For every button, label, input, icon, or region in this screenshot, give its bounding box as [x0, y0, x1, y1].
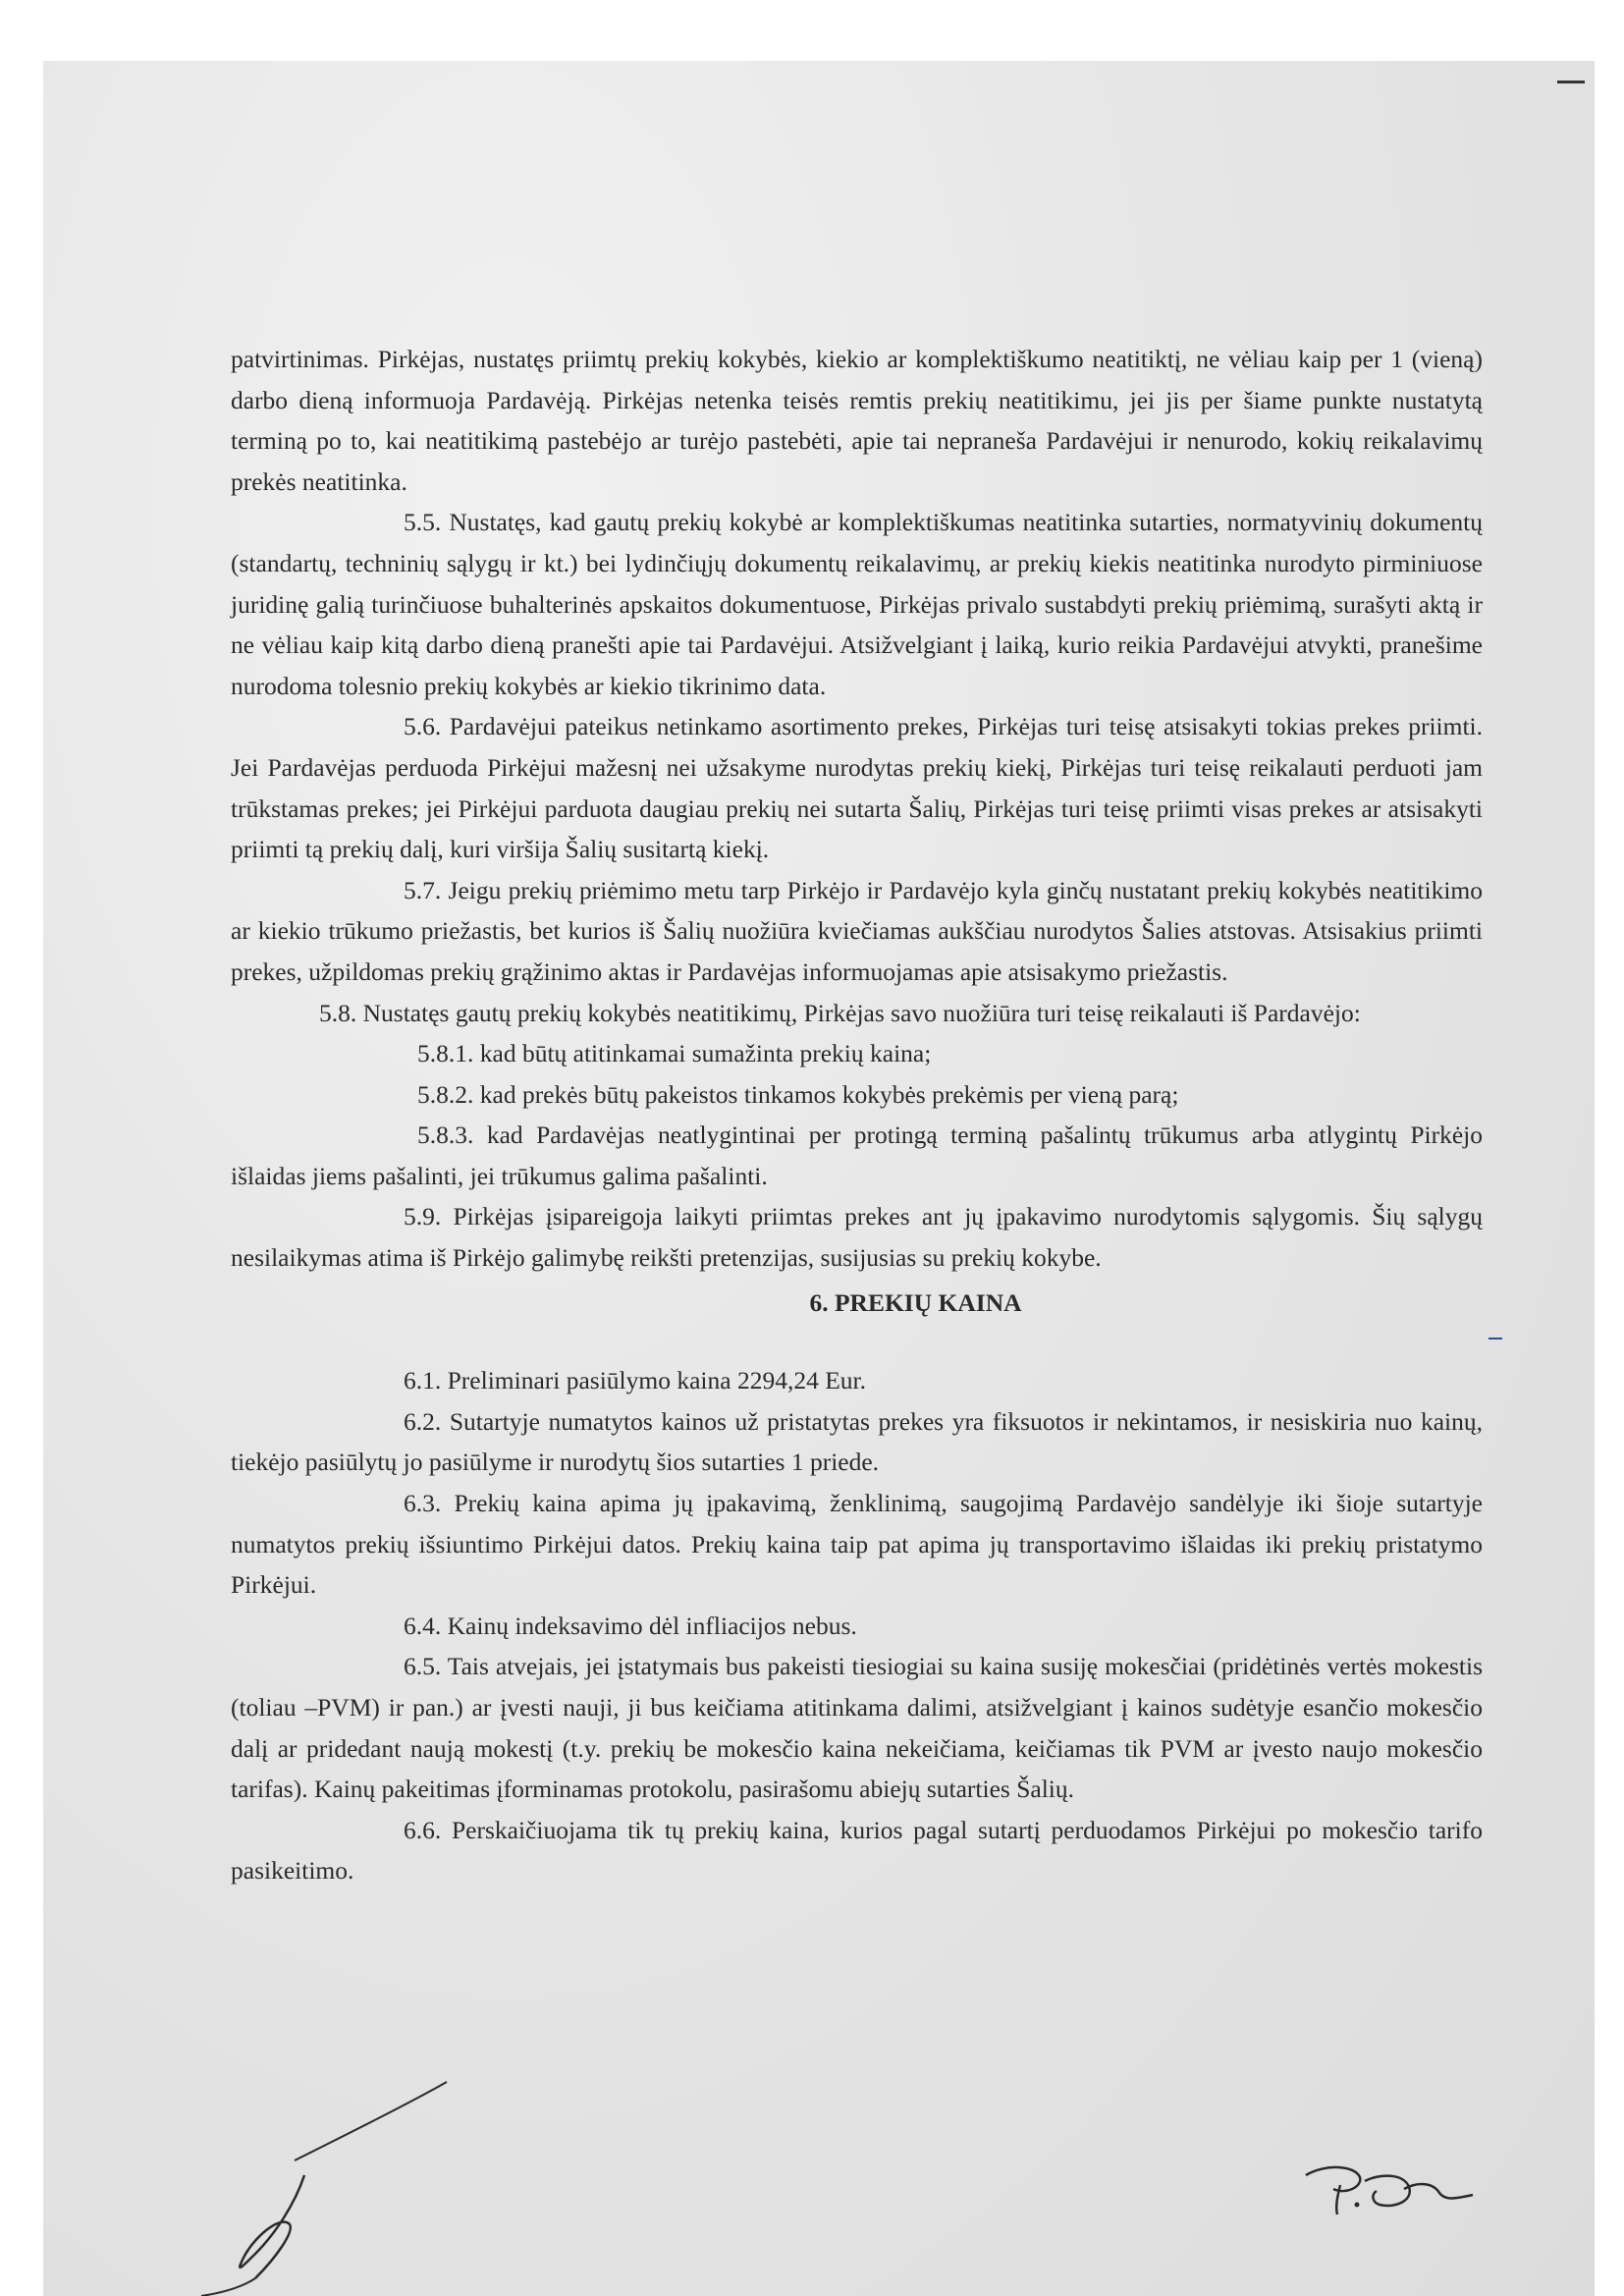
clause-6-3: 6.3. Prekių kaina apima jų įpakavimą, ženklinimą, saugojimą Pardavėjo sandėlyje iki šioje sutartyje numatytos prekių išsiuntimo Pirkėjui datos. Prekių kaina taip pat apima jų transportavimo išlaidas iki prekių pristatymo Pirkėjui.: [231, 1489, 1483, 1600]
document-body: [231, 339, 1483, 1891]
clause-5-8-2: 5.8.2. kad prekės būtų pakeistos tinkamos kokybės prekėmis per vieną parą;: [417, 1079, 1179, 1109]
clause-5-8-1: 5.8.1. kad būtų atitinkamai sumažinta prekių kaina;: [417, 1039, 932, 1068]
clause-6-6: 6.6. Perskaičiuojama tik tų prekių kaina, kurios pagal sutartį perduodamos Pirkėjui po mokesčio tarifo pasikeitimo.: [231, 1815, 1483, 1886]
clause-5-6: 5.6. Pardavėjui pateikus netinkamo asortimento prekes, Pirkėjas turi teisę atsisakyti tokias prekes priimti. Jei Pardavėjas perduoda Pirkėjui mažesnį nei užsakyme nurodytas prekių kiekį, Pirkėjas turi teisę reikalauti perduoti jam trūkstamas prekes; jei Pirkėjui parduota daugiau prekių nei sutarta Šalių, Pirkėjas turi teisę priimti visas prekes ar atsisakyti priimti tą prekių dalį, kuri viršija Šalių susitartą kiekį.: [231, 712, 1483, 864]
clause-5-9: 5.9. Pirkėjas įsipareigoja laikyti priimtas prekes ant jų įpakavimo nurodytomis sąlygomis. Šių sąlygų nesilaikymas atima iš Pirkėjo galimybę reikšti pretenzijas, susijusias su prekių kokybe.: [231, 1202, 1483, 1273]
clause-5-7: 5.7. Jeigu prekių priėmimo metu tarp Pirkėjo ir Pardavėjo kyla ginčų nustatant prekių kokybės neatitikimo ar kiekio trūkumo priežastis, bet kurios iš Šalių nuožiūra kviečiamas aukščiau nurodytos Šalies atstovas. Atsisakius priimti prekes, užpildomas prekių grąžinimo aktas ir Pardavėjas informuojamas apie atsisakymo priežastis.: [231, 875, 1483, 986]
clause-6-5: 6.5. Tais atvejais, jei įstatymais bus pakeisti tiesiogiai su kaina susiję mokesčiai (pridėtinės vertės mokestis (toliau –PVM) ir pan.) ar įvesti nauji, ji bus keičiama atitinkama dalimi, atsižvelgiant į kainos sudėtyje esančio mokesčio dalį ar pridedant naują mokestį (t.y. prekių be mokesčio kaina nekeičiama, keičiamas tik PVM ar įvesto naujo mokesčio tarifas). Kainų pakeitimas įforminamas protokolu, pasirašomu abiejų sutarties Šalių.: [231, 1652, 1483, 1804]
initials-signature-right: [1286, 2156, 1483, 2224]
clause-6-2: 6.2. Sutartyje numatytos kainos už pristatytas prekes yra fiksuotos ir nekintamos, ir nesiskiria nuo kainų, tiekėjo pasiūlytų jo pasiūlyme ir nurodytų šios sutarties 1 priede.: [231, 1406, 1483, 1477]
clause-5-8-3: 5.8.3. kad Pardavėjas neatlygintinai per protingą terminą pašalintų trūkumus arba atlygintų Pirkėjo išlaidas jiems pašalinti, jei trūkumus galima pašalinti.: [231, 1121, 1483, 1190]
clause-5-5: 5.5. Nustatęs, kad gautų prekių kokybė ar komplektiškumas neatitinka sutarties, normatyvinių dokumentų (standartų, techninių sąlygų ir kt.) bei lydinčiųjų dokumentų reikalavimų, ar prekių kiekis neatitinka nurodyto pirminiuose juridinę galią turinčiuose buhalterinės apskaitos dokumentuose, Pirkėjas privalo sustabdyti prekių priėmimą, surašyti aktą ir ne vėliau kaip kitą darbo dieną pranešti apie tai Pardavėjui. Atsižvelgiant į laiką, kurio reikia Pardavėjui atvykti, pranešime nurodoma tolesnio prekių kokybės ar kiekio tikrinimo data.: [231, 508, 1483, 700]
clause-6-4: 6.4. Kainų indeksavimo dėl infliacijos nebus.: [404, 1611, 857, 1640]
margin-pen-dash: [1489, 1338, 1502, 1339]
top-edge-mark: [1557, 81, 1585, 83]
clause-6-1: 6.1. Preliminari pasiūlymo kaina 2294,24 Eur.: [404, 1366, 866, 1395]
section-heading-6: 6. PREKIŲ KAINA: [809, 1287, 1022, 1317]
clause-5-8: 5.8. Nustatęs gautų prekių kokybės neatitikimų, Pirkėjas savo nuožiūra turi teisę reikalauti iš Pardavėjo:: [319, 998, 1361, 1027]
clause-5-4-continuation: patvirtinimas. Pirkėjas, nustatęs priimtų prekių kokybės, kiekio ar komplektiškumo neatitiktį, ne vėliau kaip per 1 (vieną) darbo dieną informuoja Pardavėją. Pirkėjas netenka teisės remtis prekių neatitikimu, jei jis per šiame punkte nustatytą terminą po to, kai neatitikimą pastebėjo ar turėjo pastebėti, apie tai nepraneša Pardavėjui ir nenurodo, kokių reikalavimų prekės neatitinka.: [231, 345, 1483, 496]
signature-left: [196, 2156, 353, 2296]
